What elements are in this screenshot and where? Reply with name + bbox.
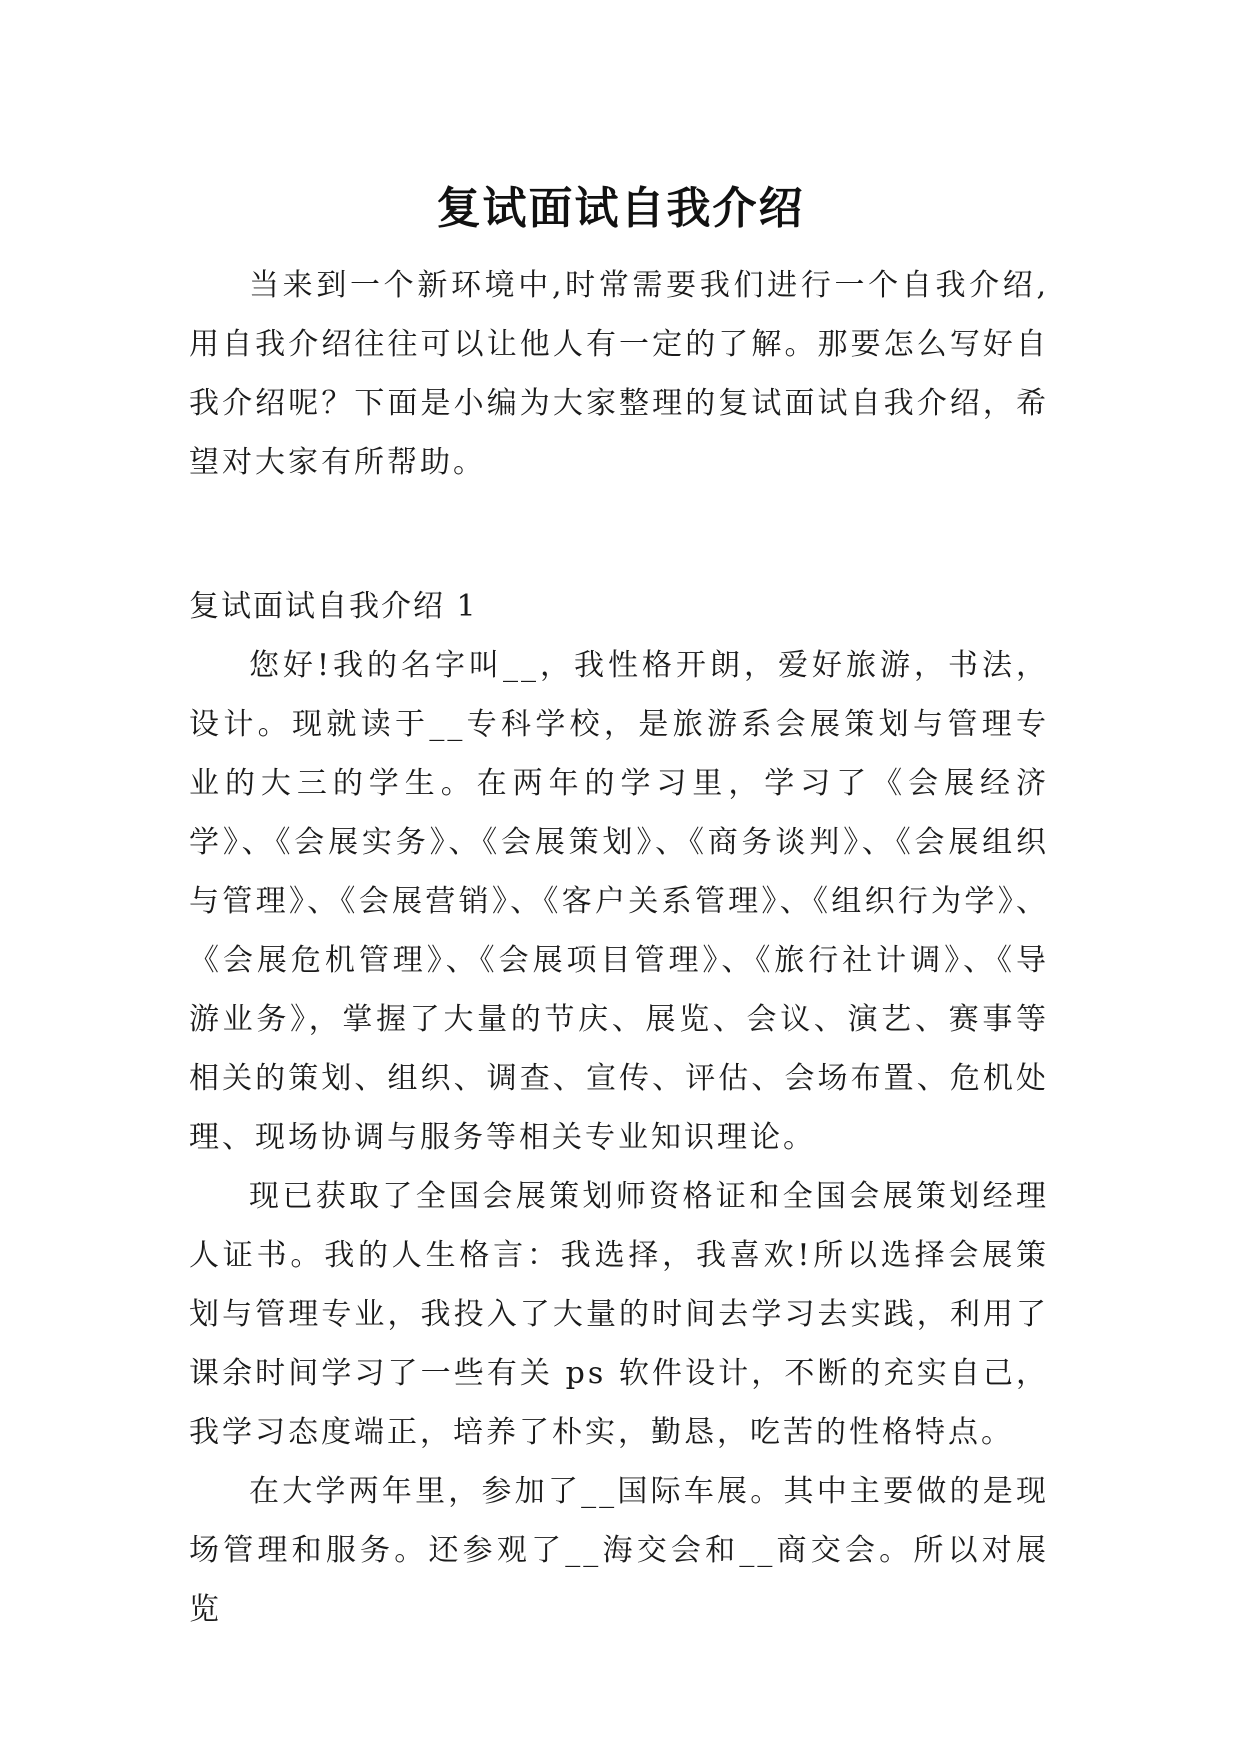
- section-content: [189, 636, 1049, 1639]
- body-paragraph-3: 在大学两年里，参加了__国际车展。其中主要做的是现场管理和服务。还参观了__海交会和__商交会。所以对展览: [189, 1474, 1049, 1627]
- body-paragraph-1: 您好!我的名字叫__，我性格开朗，爱好旅游，书法，设计。现就读于__专科学校，是旅游系会展策划与管理专业的大三的学生。在两年的学习里，学习了《会展经济学》、《会展实务》、《会展策划》、《商务谈判》、《会展组织与管理》、《会展营销》、《客户关系管理》、《组织行为学》、《会展危机管理》、《会展项目管理》、《旅行社计调》、《导游业务》，掌握了大量的节庆、展览、会议、演艺、赛事等相关的策划、组织、调查、宣传、评估、会场布置、危机处理、现场协调与服务等相关专业知识理论。: [189, 648, 1049, 1155]
- intro-text: 当来到一个新环境中,时常需要我们进行一个自我介绍,用自我介绍往往可以让他人有一定的了解。那要怎么写好自我介绍呢？下面是小编为大家整理的复试面试自我介绍，希望对大家有所帮助。: [189, 268, 1049, 480]
- intro-paragraph: [189, 256, 1049, 492]
- body-paragraph-2: 现已获取了全国会展策划师资格证和全国会展策划经理人证书。我的人生格言：我选择，我喜欢!所以选择会展策划与管理专业，我投入了大量的时间去学习去实践，利用了课余时间学习了一些有关 ps 软件设计，不断的充实自己，我学习态度端正，培养了朴实，勤恳，吃苦的性格特点。: [189, 1179, 1049, 1450]
- document-title: 复试面试自我介绍: [436, 183, 805, 235]
- section-heading: 复试面试自我介绍 1: [189, 589, 478, 624]
